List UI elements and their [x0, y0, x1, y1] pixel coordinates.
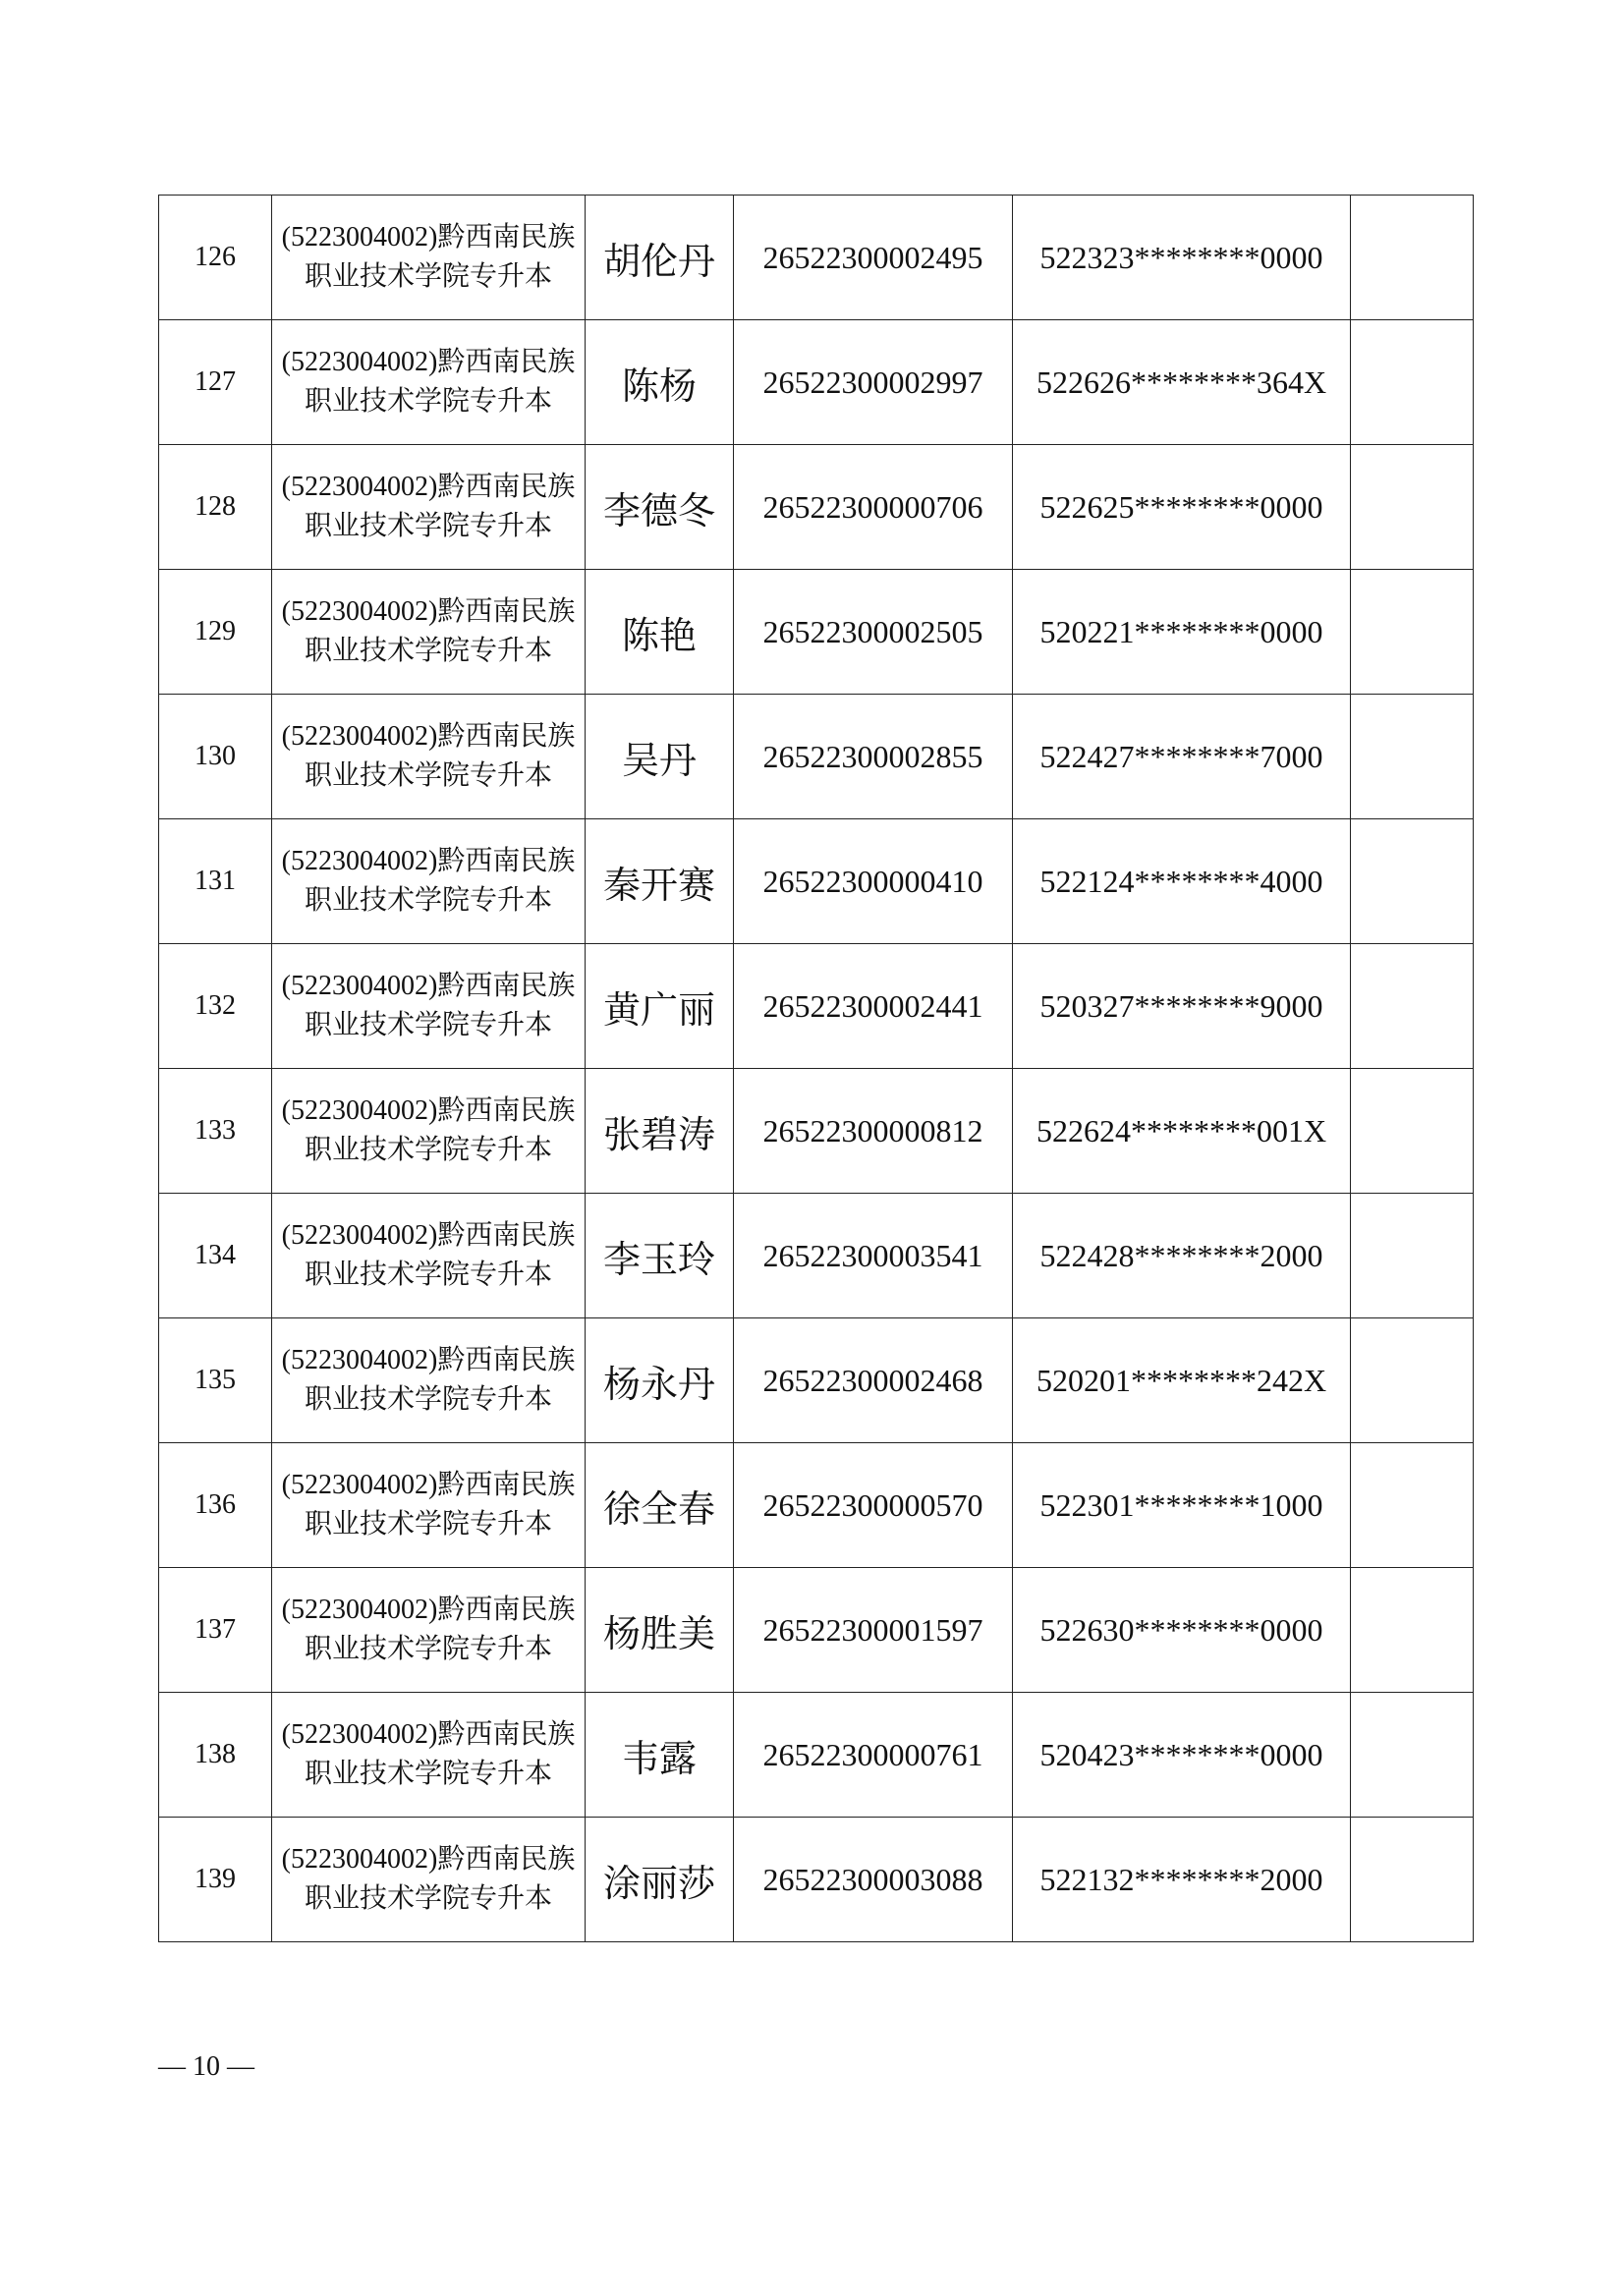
table-row — [159, 445, 1474, 570]
exam-number-cell: 26522300000761 — [734, 1693, 1013, 1818]
school-program-line: 职业技术学院专升本 — [304, 885, 552, 916]
school-cell — [272, 1818, 586, 1942]
school-code-name-line: (5223004002)黔西南民族 — [281, 222, 576, 252]
school-program-line: 职业技术学院专升本 — [304, 636, 552, 666]
row-number-cell: 127 — [159, 320, 272, 445]
school-program-line: 职业技术学院专升本 — [304, 1509, 552, 1540]
exam-number-cell: 26522300003541 — [734, 1194, 1013, 1318]
table-row — [159, 1443, 1474, 1568]
row-number-cell: 131 — [159, 819, 272, 944]
remark-cell — [1351, 1693, 1474, 1818]
school-cell — [272, 1194, 586, 1318]
table-row — [159, 1818, 1474, 1942]
row-number-cell: 129 — [159, 570, 272, 695]
school-cell — [272, 1568, 586, 1693]
remark-cell — [1351, 196, 1474, 320]
id-number-cell: 522323********0000 — [1013, 196, 1351, 320]
school-program-line: 职业技术学院专升本 — [304, 1260, 552, 1290]
id-number-cell: 522301********1000 — [1013, 1443, 1351, 1568]
school-code-name-line: (5223004002)黔西南民族 — [281, 347, 576, 377]
exam-number-cell: 26522300002495 — [734, 196, 1013, 320]
exam-number-cell: 26522300000706 — [734, 445, 1013, 570]
school-code-name-line: (5223004002)黔西南民族 — [281, 971, 576, 1001]
school-cell — [272, 445, 586, 570]
school-program-line: 职业技术学院专升本 — [304, 261, 552, 292]
row-number-cell: 134 — [159, 1194, 272, 1318]
student-name-cell: 黄广丽 — [586, 944, 734, 1069]
school-program-line: 职业技术学院专升本 — [304, 1759, 552, 1789]
school-program-line: 职业技术学院专升本 — [304, 1135, 552, 1165]
remark-cell — [1351, 1069, 1474, 1194]
student-name-cell: 李玉玲 — [586, 1194, 734, 1318]
student-name-cell: 徐全春 — [586, 1443, 734, 1568]
school-cell — [272, 1318, 586, 1443]
table-row — [159, 944, 1474, 1069]
school-code-name-line: (5223004002)黔西南民族 — [281, 846, 576, 876]
page-number: — 10 — — [158, 2051, 254, 2082]
remark-cell — [1351, 445, 1474, 570]
school-program-line: 职业技术学院专升本 — [304, 511, 552, 541]
school-cell — [272, 1693, 586, 1818]
school-code-name-line: (5223004002)黔西南民族 — [281, 1719, 576, 1750]
student-name-cell: 陈艳 — [586, 570, 734, 695]
id-number-cell: 522625********0000 — [1013, 445, 1351, 570]
school-cell — [272, 819, 586, 944]
school-code-name-line: (5223004002)黔西南民族 — [281, 1095, 576, 1126]
student-name-cell: 胡伦丹 — [586, 196, 734, 320]
remark-cell — [1351, 1568, 1474, 1693]
school-cell — [272, 570, 586, 695]
row-number-cell: 136 — [159, 1443, 272, 1568]
table-row — [159, 320, 1474, 445]
remark-cell — [1351, 320, 1474, 445]
table-row — [159, 695, 1474, 819]
school-code-name-line: (5223004002)黔西南民族 — [281, 1844, 576, 1875]
id-number-cell: 522428********2000 — [1013, 1194, 1351, 1318]
school-program-line: 职业技术学院专升本 — [304, 760, 552, 791]
remark-cell — [1351, 695, 1474, 819]
table-row — [159, 1069, 1474, 1194]
exam-number-cell: 26522300000812 — [734, 1069, 1013, 1194]
student-name-cell: 秦开赛 — [586, 819, 734, 944]
id-number-cell: 522132********2000 — [1013, 1818, 1351, 1942]
remark-cell — [1351, 1443, 1474, 1568]
table-row — [159, 196, 1474, 320]
row-number-cell: 126 — [159, 196, 272, 320]
student-name-cell: 杨胜美 — [586, 1568, 734, 1693]
school-cell — [272, 695, 586, 819]
id-number-cell: 522630********0000 — [1013, 1568, 1351, 1693]
exam-number-cell: 26522300000410 — [734, 819, 1013, 944]
id-number-cell: 522624********001X — [1013, 1069, 1351, 1194]
student-name-cell: 韦露 — [586, 1693, 734, 1818]
student-name-cell: 涂丽莎 — [586, 1818, 734, 1942]
exam-number-cell: 26522300003088 — [734, 1818, 1013, 1942]
remark-cell — [1351, 944, 1474, 1069]
row-number-cell: 138 — [159, 1693, 272, 1818]
table-row — [159, 1318, 1474, 1443]
id-number-cell: 520423********0000 — [1013, 1693, 1351, 1818]
roster-body — [159, 196, 1474, 1942]
table-row — [159, 570, 1474, 695]
id-number-cell: 522124********4000 — [1013, 819, 1351, 944]
table-row — [159, 1568, 1474, 1693]
exam-number-cell: 26522300002441 — [734, 944, 1013, 1069]
school-program-line: 职业技术学院专升本 — [304, 1634, 552, 1664]
exam-number-cell: 26522300001597 — [734, 1568, 1013, 1693]
school-code-name-line: (5223004002)黔西南民族 — [281, 1470, 576, 1500]
school-cell — [272, 1443, 586, 1568]
row-number-cell: 133 — [159, 1069, 272, 1194]
row-number-cell: 135 — [159, 1318, 272, 1443]
school-program-line: 职业技术学院专升本 — [304, 1384, 552, 1415]
school-code-name-line: (5223004002)黔西南民族 — [281, 472, 576, 502]
school-cell — [272, 944, 586, 1069]
row-number-cell: 137 — [159, 1568, 272, 1693]
id-number-cell: 520221********0000 — [1013, 570, 1351, 695]
student-name-cell: 杨永丹 — [586, 1318, 734, 1443]
id-number-cell: 522427********7000 — [1013, 695, 1351, 819]
remark-cell — [1351, 570, 1474, 695]
roster-table — [158, 195, 1474, 1942]
exam-number-cell: 26522300002997 — [734, 320, 1013, 445]
exam-number-cell: 26522300002855 — [734, 695, 1013, 819]
exam-number-cell: 26522300002505 — [734, 570, 1013, 695]
row-number-cell: 139 — [159, 1818, 272, 1942]
row-number-cell: 132 — [159, 944, 272, 1069]
school-program-line: 职业技术学院专升本 — [304, 386, 552, 417]
student-name-cell: 张碧涛 — [586, 1069, 734, 1194]
school-program-line: 职业技术学院专升本 — [304, 1883, 552, 1914]
student-name-cell: 李德冬 — [586, 445, 734, 570]
school-code-name-line: (5223004002)黔西南民族 — [281, 1595, 576, 1625]
remark-cell — [1351, 1194, 1474, 1318]
school-cell — [272, 1069, 586, 1194]
school-cell — [272, 196, 586, 320]
remark-cell — [1351, 1818, 1474, 1942]
table-row — [159, 1194, 1474, 1318]
school-code-name-line: (5223004002)黔西南民族 — [281, 596, 576, 627]
row-number-cell: 130 — [159, 695, 272, 819]
school-program-line: 职业技术学院专升本 — [304, 1010, 552, 1040]
id-number-cell: 520201********242X — [1013, 1318, 1351, 1443]
table-row — [159, 819, 1474, 944]
school-code-name-line: (5223004002)黔西南民族 — [281, 1220, 576, 1251]
school-code-name-line: (5223004002)黔西南民族 — [281, 721, 576, 752]
student-name-cell: 陈杨 — [586, 320, 734, 445]
remark-cell — [1351, 819, 1474, 944]
school-code-name-line: (5223004002)黔西南民族 — [281, 1345, 576, 1375]
remark-cell — [1351, 1318, 1474, 1443]
exam-number-cell: 26522300000570 — [734, 1443, 1013, 1568]
table-row — [159, 1693, 1474, 1818]
row-number-cell: 128 — [159, 445, 272, 570]
id-number-cell: 522626********364X — [1013, 320, 1351, 445]
id-number-cell: 520327********9000 — [1013, 944, 1351, 1069]
school-cell — [272, 320, 586, 445]
exam-number-cell: 26522300002468 — [734, 1318, 1013, 1443]
student-name-cell: 吴丹 — [586, 695, 734, 819]
